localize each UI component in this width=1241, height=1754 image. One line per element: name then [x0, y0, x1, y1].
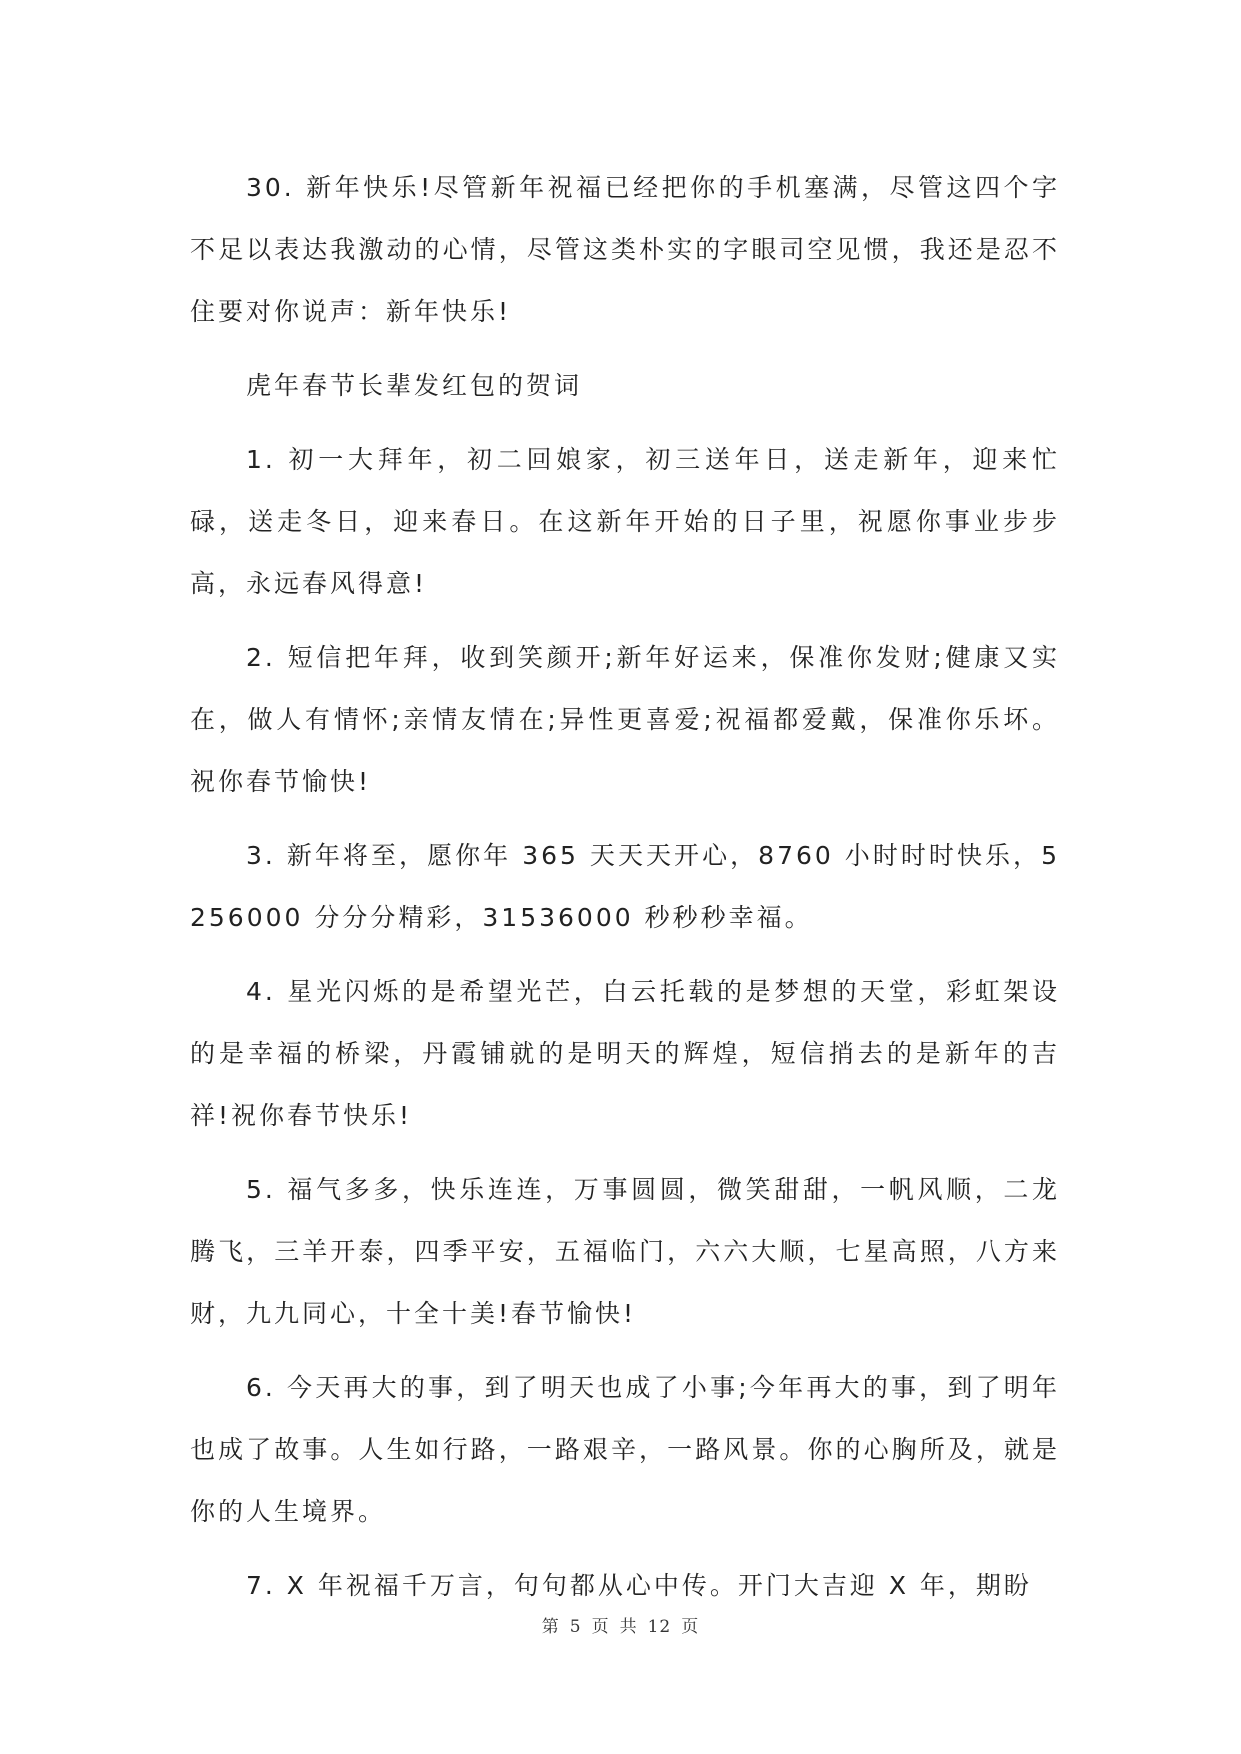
footer-total-label: 共 — [619, 1617, 638, 1637]
footer-page-label: 页 — [591, 1617, 610, 1637]
document-body — [190, 157, 1060, 1629]
footer-total-pages: 12 — [647, 1617, 672, 1637]
footer-prefix: 第 — [541, 1617, 560, 1637]
list-item-6: 6. 今天再大的事，到了明天也成了小事;今年再大的事，到了明年也成了故事。人生如行路，一路艰辛，一路风景。你的心胸所及，就是你的人生境界。 — [190, 1373, 1060, 1526]
list-item-5: 5. 福气多多，快乐连连，万事圆圆，微笑甜甜，一帆风顺，二龙腾飞，三羊开泰，四季平安，五福临门，六六大顺，七星高照，八方来财，九九同心，十全十美!春节愉快! — [190, 1175, 1060, 1328]
footer-page-number: 5 — [569, 1617, 582, 1637]
footer-suffix: 页 — [681, 1617, 700, 1637]
list-item-1: 1. 初一大拜年，初二回娘家，初三送年日，送走新年，迎来忙碌，送走冬日，迎来春日。在这新年开始的日子里，祝愿你事业步步高，永远春风得意! — [190, 445, 1060, 598]
list-item-4: 4. 星光闪烁的是希望光芒，白云托载的是梦想的天堂，彩虹架设的是幸福的桥梁，丹霞铺就的是明天的辉煌，短信捎去的是新年的吉祥!祝你春节快乐! — [190, 977, 1060, 1130]
list-item-3: 3. 新年将至，愿你年 365 天天天开心，8760 小时时时快乐，5256000 分分分精彩，31536000 秒秒秒幸福。 — [190, 841, 1060, 932]
list-item-2: 2. 短信把年拜，收到笑颜开;新年好运来，保准你发财;健康又实在，做人有情怀;亲情友情在;异性更喜爱;祝福都爱戴，保准你乐坏。祝你春节愉快! — [190, 643, 1060, 796]
list-item-7: 7. X 年祝福千万言，句句都从心中传。开门大吉迎 X 年，期盼 — [246, 1571, 1032, 1600]
paragraph-30: 30. 新年快乐!尽管新年祝福已经把你的手机塞满，尽管这四个字不足以表达我激动的心情，尽管这类朴实的字眼司空见惯，我还是忍不住要对你说声：新年快乐! — [190, 173, 1060, 326]
page-footer — [0, 1612, 1241, 1637]
section-title: 虎年春节长辈发红包的贺词 — [246, 371, 583, 400]
